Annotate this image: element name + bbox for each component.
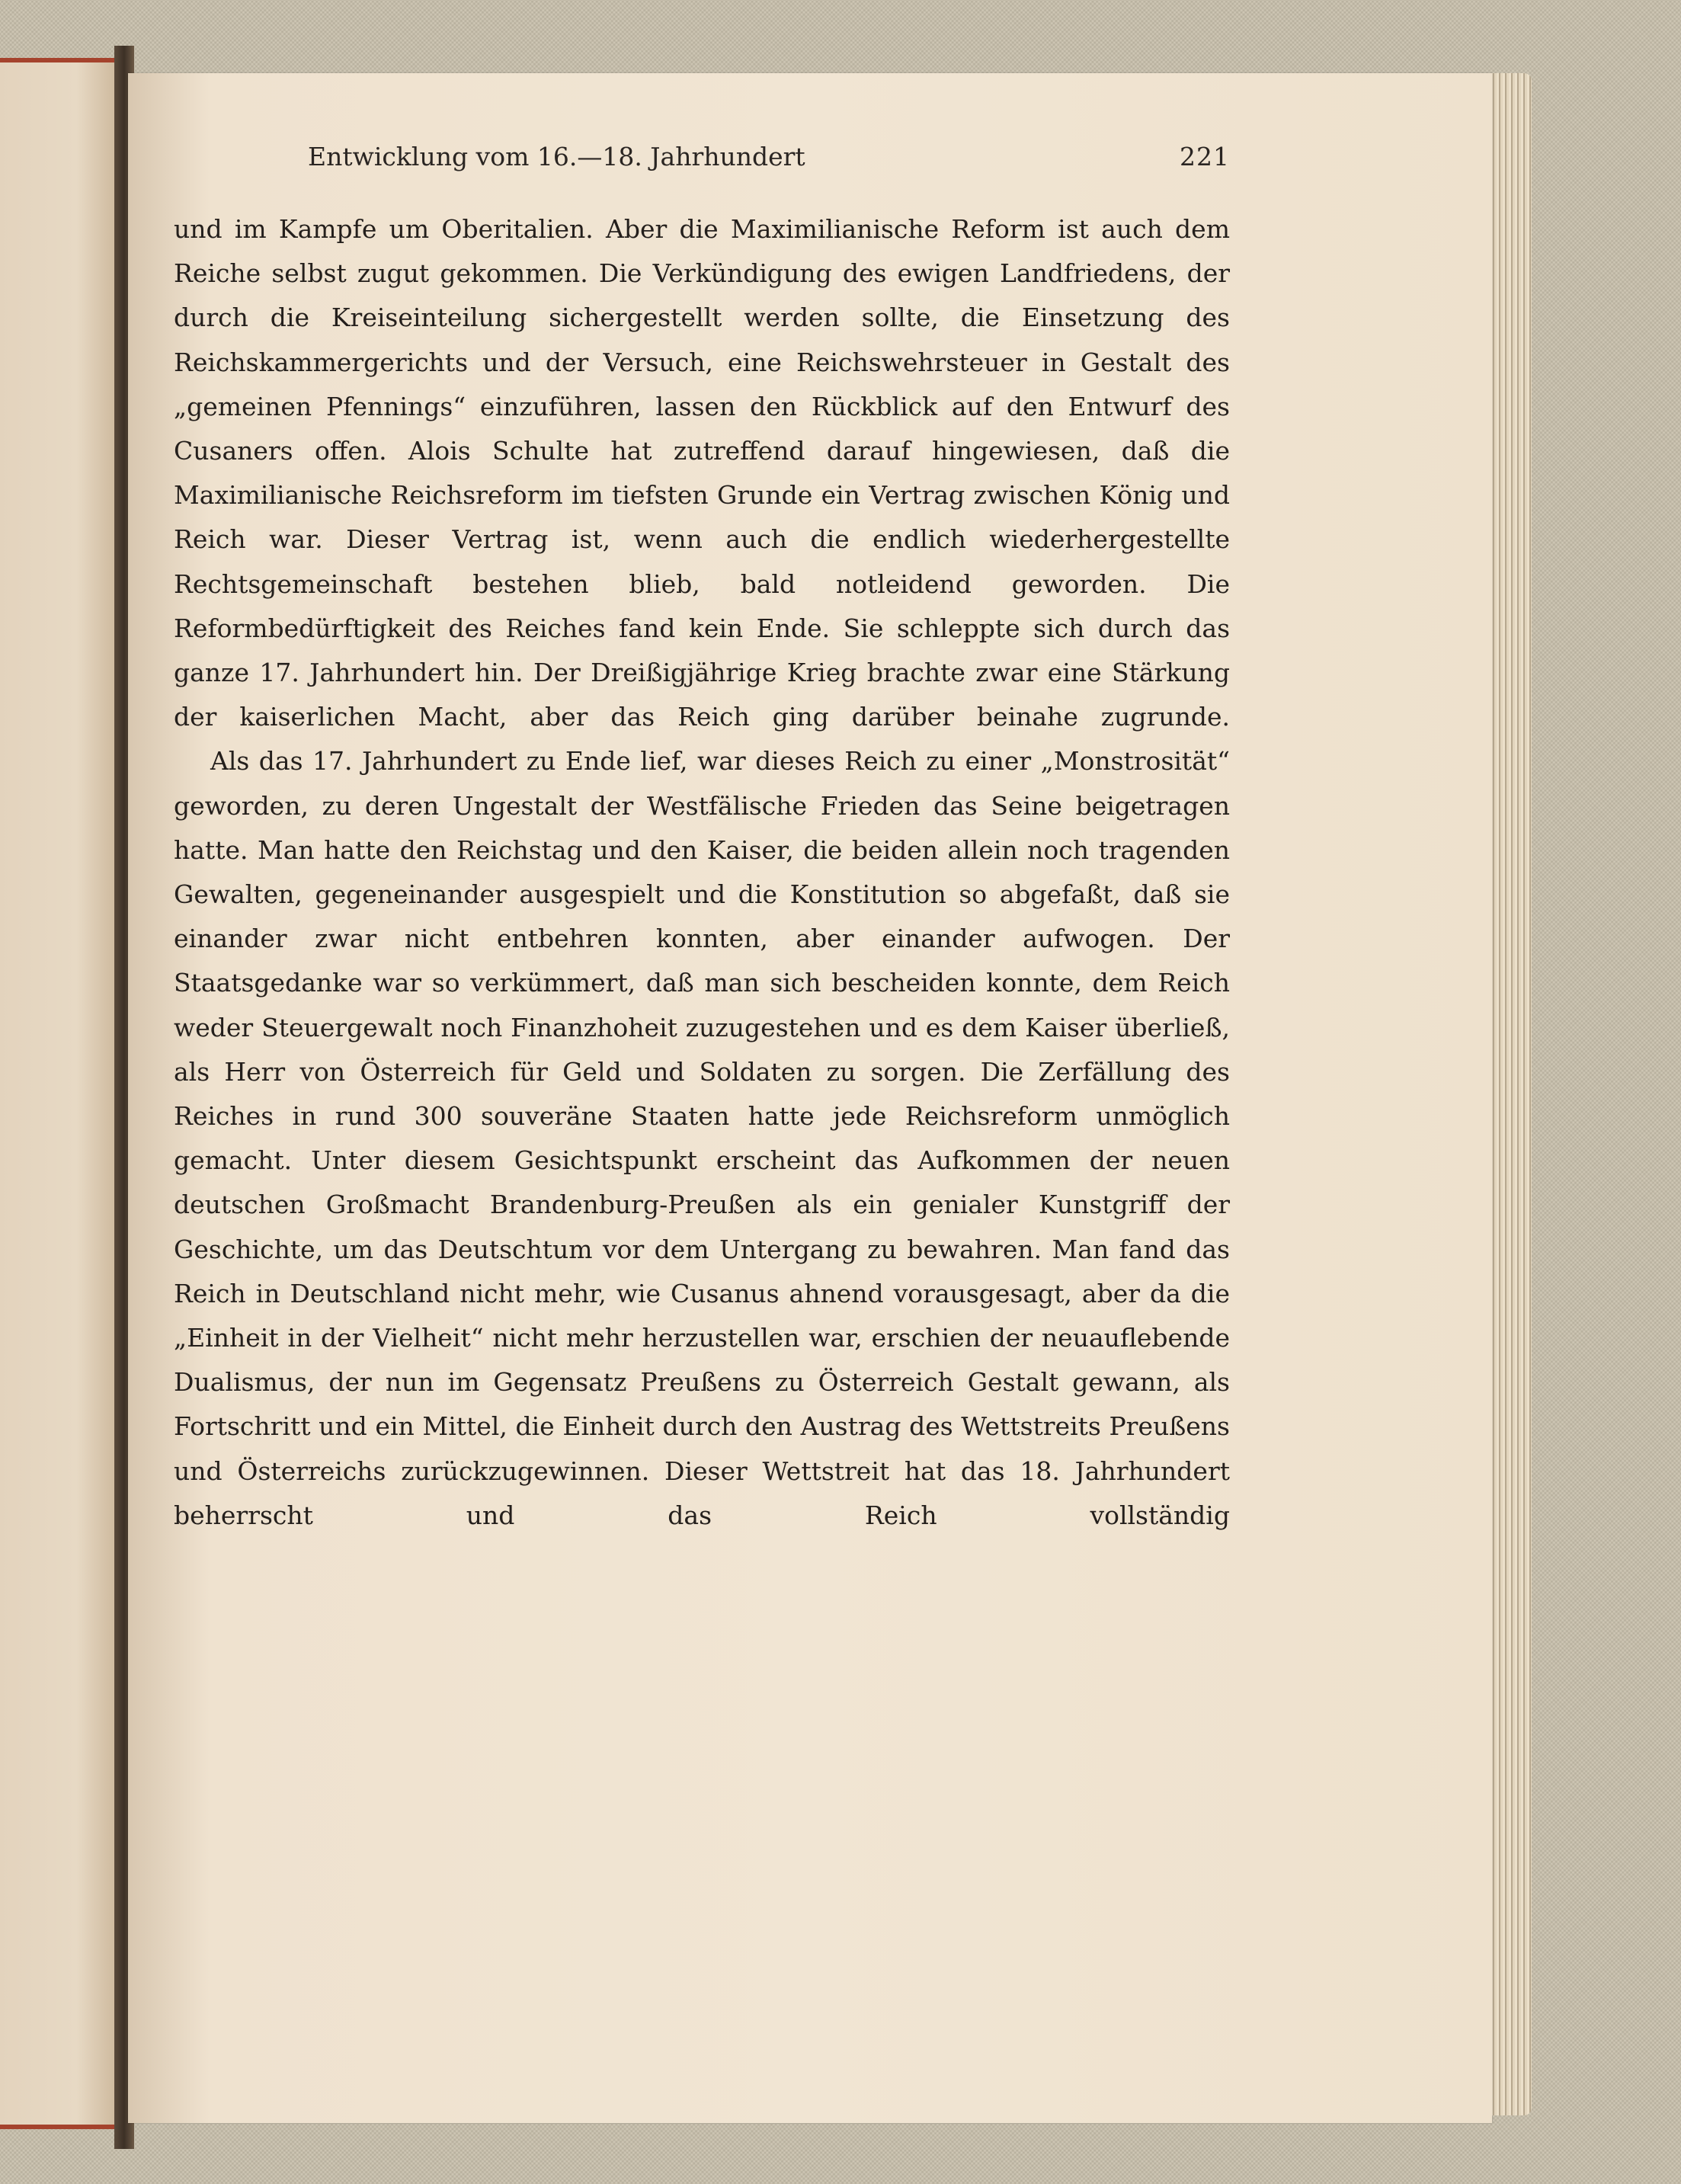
body-text bbox=[174, 207, 1230, 1538]
page-number: 221 bbox=[1180, 142, 1230, 171]
running-head bbox=[174, 142, 1230, 187]
paragraph-1: und im Kampfe um Oberitalien. Aber die Maximilianische Reform ist auch dem Reiche selbst zugut gekommen. Die Verkündigung des ewigen Landfriedens, der durch die Kreiseinteilung sichergestellt werden sollte, die Einsetzung des Reichskammergerichts und der Versuch, eine Reichswehrsteuer in Gestalt des „gemeinen Pfennings“ einzuführen, lassen den Rückblick auf den Entwurf des Cusaners offen. Alois Schulte hat zutreffend darauf hingewiesen, daß die Maximilianische Reichsreform im tiefsten Grunde ein Vertrag zwischen König und Reich war. Dieser Vertrag ist, wenn auch die endlich wiederhergestellte Rechtsgemeinschaft bestehen blieb, bald notleidend geworden. Die Reformbedürftigkeit des Reiches fand kein Ende. Sie schleppte sich durch das ganze 17. Jahrhundert hin. Der Dreißigjährige Krieg brachte zwar eine Stärkung der kaiserlichen Macht, aber das Reich ging darüber beinahe zugrunde. bbox=[174, 214, 1230, 732]
left-page-edge bbox=[0, 58, 128, 2129]
running-title: Entwicklung vom 16.—18. Jahrhundert bbox=[308, 142, 805, 171]
paragraph-2: Als das 17. Jahrhundert zu Ende lief, war dieses Reich zu einer „Monstrosität“ geworden, zu deren Ungestalt der Westfälische Frieden das Seine beigetragen hatte. Man hatte den Reichstag und den Kaiser, die beiden allein noch tragenden Gewalten, gegeneinander ausgespielt und die Konstitution so abgefaßt, daß sie einander zwar nicht entbehren konnten, aber einander aufwogen. Der Staatsgedanke war so verkümmert, daß man sich bescheiden konnte, dem Reich weder Steuergewalt noch Finanzhoheit zuzugestehen und es dem Kaiser überließ, als Herr von Österreich für Geld und Soldaten zu sorgen. Die Zerfällung des Reiches in rund 300 souveräne Staaten hatte jede Reichsreform unmöglich gemacht. Unter diesem Gesichtspunkt erscheint das Aufkommen der neuen deutschen Großmacht Brandenburg-Preußen als ein genialer Kunstgriff der Geschichte, um das Deutschtum vor dem Untergang zu bewahren. Man fand das Reich in Deutschland nicht mehr, wie Cusanus ahnend vorausgesagt, aber da die „Einheit in der Vielheit“ nicht mehr herzustellen war, erschien der neuauflebende Dualismus, der nun im Gegensatz Preußens zu Österreich Gestalt gewann, als Fortschritt und ein Mittel, die Einheit durch den Austrag des Wettstreits Preußens und Österreichs zurückzugewinnen. Dieser Wettstreit hat das 18. Jahrhundert beherrscht und das Reich vollständig bbox=[174, 746, 1230, 1530]
